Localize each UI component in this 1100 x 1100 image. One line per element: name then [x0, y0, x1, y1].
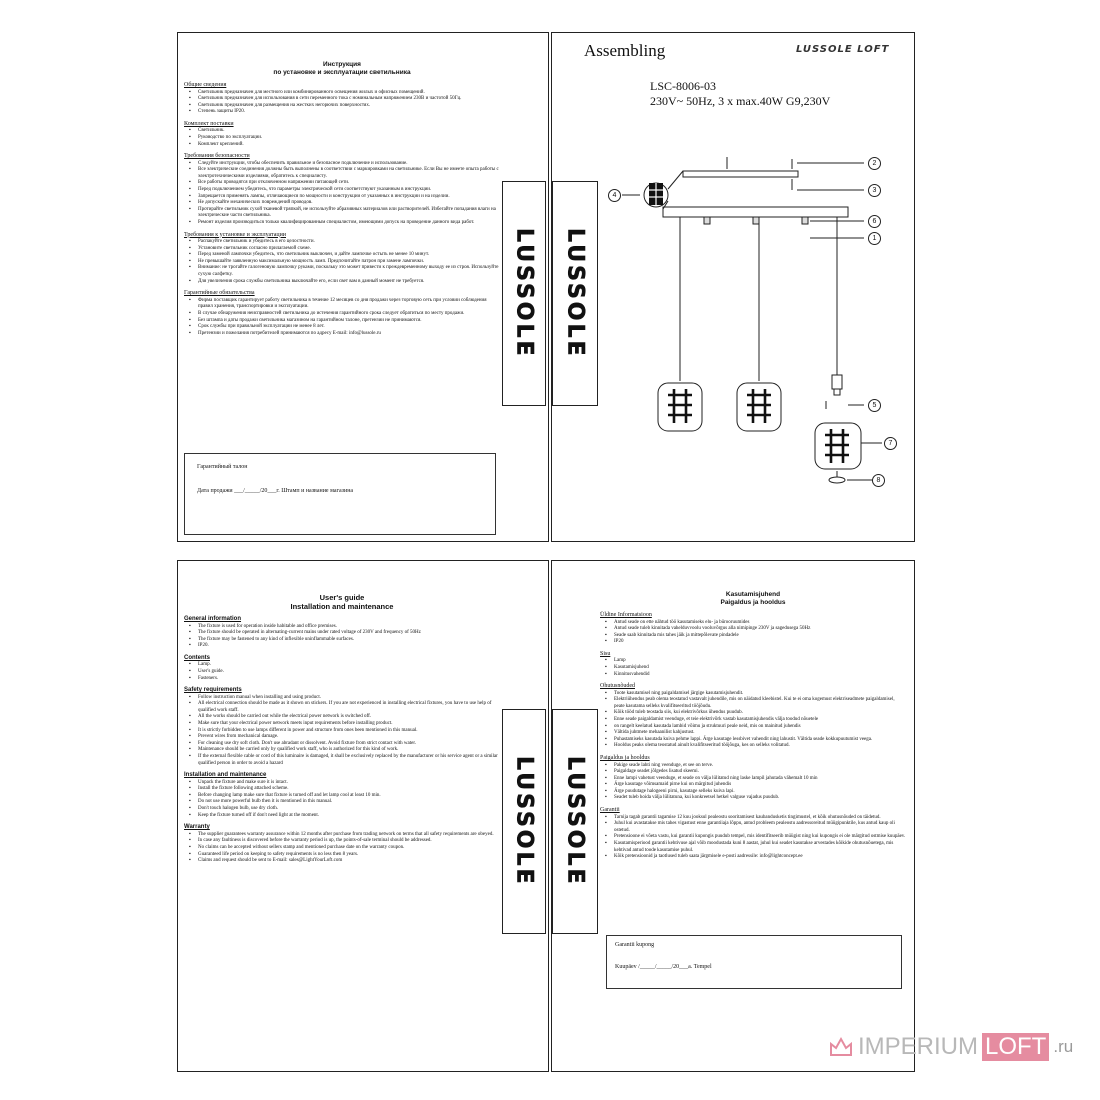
page-assembly [551, 32, 915, 542]
brand-strip: LUSSOLE [502, 181, 546, 406]
list-item: ▪ Prevent wires from mechanical damage. [198, 734, 500, 741]
section-heading: Ohutusnõuded [600, 683, 635, 690]
list-item: ▪ If the external flexible cable or cord of this luminaire is damaged, it shall be exclusively replaced by the manufacturer or his service agent or a similar qualified person in order to avoid a hazard [198, 754, 500, 767]
brand-strip: LUSSOLE [552, 709, 598, 934]
page-instructions-ru [177, 32, 549, 542]
callout-number: 4 [608, 189, 621, 202]
brand-logo: LUSSOLE LOFT [796, 44, 890, 55]
section-list [184, 128, 500, 148]
list-item: ▪ Руководство по эксплуатации. [198, 135, 500, 142]
en-sections [184, 616, 500, 865]
pendant-shade [737, 383, 781, 431]
list-item: ▪ Don't touch halogen bulb, use dry cloth. [198, 806, 500, 813]
canopy-bar [663, 207, 848, 217]
section-list [600, 815, 906, 861]
brand-strip: LUSSOLE [552, 181, 598, 406]
list-item: ▪ Before changing lamp make sure that fixture is turned off and let lamp cool at least 10 min. [198, 793, 500, 800]
list-item: ▪ Vältida juhtmete mehaanilist kahjustust. [614, 730, 906, 737]
section-list [184, 662, 500, 682]
model-number: LSC-8006-03 [650, 79, 716, 93]
list-item: ▪ Ремонт изделия производиться только квалифицированным специалистом, имеющими допуск на проведение данного вида работ. [198, 220, 500, 227]
ceiling-plate [683, 171, 798, 177]
ru-content [184, 61, 500, 337]
list-item: ▪ Tarnija tagab garantii tagamise 12 kuu jooksul pealeostu sooritamisest kaubandusketis tingimustel, et kõik ohutusnõuded on täidetud. [614, 815, 906, 822]
list-item: ▪ Ärge puudutage halogeeni pirni, kasutage selleks kuiva lapi. [614, 789, 906, 796]
list-item: ▪ Enne lampi vahetust veenduge, et seade on välja lülitatud ning laske lampil jahutada vähemalt 10 min [614, 776, 906, 783]
list-item: ▪ Фирма поставщик гарантирует работу светильника в течение 12 месяцев со дня продажи через торговую сеть при условии соблюдения правил хранения, транспортировки и эксплуатации. [198, 298, 500, 311]
list-item: ▪ User's guide. [198, 669, 500, 676]
list-item: ▪ Unpack the fixture and make sure it is intact. [198, 780, 500, 787]
list-item: ▪ The fixture should be operated in alternating-current mains under rated voltage of 230V and frequency of 50Hz [198, 630, 500, 637]
list-item: ▪ Pretensioone ei võeta vastu, kui garantii kupongis puudub tempel, mis identifitseerib müügist ning kui kupongis ei ole märgitud ostmise kuupäev. [614, 834, 906, 841]
list-item: ▪ Перед заменой лампочки убедитесь, что светильник выключен, и дайте лампочке остыть не менее 10 минут. [198, 252, 500, 259]
list-item: ▪ Make sure that your electrical power network meets input requirements before installing product. [198, 721, 500, 728]
list-item: ▪ Elektriühendus peab olema teostatud vastavalt juhendile, mis on näidatud kleebistel. Kui te ei oma kogemust elektriseadmete paigaldamisel, peate kasutama selleks kvalifitseeritud tööjõudu. [614, 697, 906, 710]
ru-warranty-coupon: Гарантийный талон Дата продажи ___/_____/20___г. Штамп и название магазина [184, 453, 496, 535]
list-item: ▪ Претензии и пожелания потребителей принимаются по адресу E-mail: info@lussole.ru [198, 331, 500, 338]
list-item: ▪ Puhastamiseks kasutada kuiva pehme lappi. Ärge kasutage lessbivet vahendit ning lahustit. Vältida seade kokkupuutumist veega. [614, 737, 906, 744]
section-list [184, 832, 500, 865]
list-item: ▪ Lamp [614, 658, 906, 665]
callout-number: 5 [868, 399, 881, 412]
list-item: ▪ IP20. [198, 643, 500, 650]
list-item: ▪ Follow instruction manual when installing and using product. [198, 695, 500, 702]
callout-number: 7 [884, 437, 897, 450]
assembly-title: Assembling [584, 41, 666, 60]
list-item: ▪ Комплект креплений. [198, 142, 500, 149]
watermark: IMPERIUM LOFT .ru [828, 1033, 1073, 1061]
section-heading: Contents [184, 654, 210, 661]
section-heading: Комплект поставки [184, 120, 234, 127]
list-item: ▪ Все работы проводятся при отключенном напряжении питающей сети. [198, 180, 500, 187]
en-title: User's guide Installation and maintenance [290, 593, 394, 611]
list-item: ▪ Toote kasutamisel ning paigaldamisel järgige kasutamisjuhendit. [614, 691, 906, 698]
list-item: ▪ Kasutamisjuhend [614, 665, 906, 672]
section-list [600, 763, 906, 803]
callout-number: 2 [868, 157, 881, 170]
section-heading: Sisu [600, 650, 611, 657]
pendant-shade [658, 383, 702, 431]
et-title: Kasutamisjuhend Paigaldus ja hooldus [720, 591, 786, 606]
ru-title: Инструкция по установке и эксплуатации светильника [273, 61, 411, 76]
section-list [600, 691, 906, 750]
section-list [600, 658, 906, 678]
list-item: ▪ Внимание: не трогайте галогеновую лампочку руками, поскольку это может привести к преждевременному выходу ее из строя. Используйте сухую салфетку. [198, 265, 500, 278]
list-item: ▪ Kõik pretensioonid ja taotlused tuleb saata järgmisele e-posti aadressile: info@lightconcept.ee [614, 854, 906, 861]
section-list [184, 780, 500, 820]
list-item: ▪ Seade saab kinnitada mis tahes jäik ja mittepõlevate pindadele [614, 633, 906, 640]
list-item: ▪ Светильник предназначен для местного или комбинированного освещения жилых и офисных помещений. [198, 90, 500, 97]
section-list [184, 90, 500, 116]
list-item: ▪ Установите светильник согласно прилагаемой схеме. [198, 246, 500, 253]
list-item: ▪ Keep the fixture turned off if don't need light at the moment. [198, 813, 500, 820]
en-content [184, 593, 500, 865]
list-item: ▪ No claims can be accepted without sellers stamp and mentioned purchase date on the warranty coupon. [198, 845, 500, 852]
list-item: ▪ Kasutamisperiood garantii kehtivuse ajal võib moodustada kuni 8 aastat, juhul kui seadet kasutakse arvestades kõikide ohutusnõuetega, mis kehtivad antud toode kasutamise puhul. [614, 841, 906, 854]
callout-number: 3 [868, 184, 881, 197]
section-list [184, 298, 500, 338]
list-item: ▪ Все электрические соединения должны быть выполнены в соответствии с маркировками на светильнике. Если Вы не имеете опыта работы с электротехническими изделиями, обратитесь к специалисту. [198, 167, 500, 180]
list-item: ▪ Antud seade on ette nähtud töö kasutamiseks elu- ja bürooruumides [614, 620, 906, 627]
list-item: ▪ The supplier guarantees warranty assurance within 12 months after purchase from trading network on terms that all safety requirements are obeyed. [198, 832, 500, 839]
list-item: ▪ Juhul kui avastatakse mis tahes vigastust enne garantiiaja lõppu, antud probleem pealeostu aadressoreitud müügipunktile, kus antud kaup oli ostetud. [614, 821, 906, 834]
list-item: ▪ Не превышайте заявленную максимальную мощность ламп. Предпочитайте патрон при замене лампочки. [198, 259, 500, 266]
lamp-socket [832, 375, 842, 389]
brand-strip: LUSSOLE [502, 709, 546, 934]
list-item: ▪ В случае обнаружения неисправностей светильника до истечения гарантийного срока следует обратиться по месту продажи. [198, 311, 500, 318]
list-item: ▪ Светильник предназначен для использования в сети переменного тока с номинальным напряжением 230В и частотой 50Гц. [198, 96, 500, 103]
list-item: ▪ Запрещается применять лампы, отличающиеся по мощности и конструкции от указанных в инструкции и на изделии. [198, 194, 500, 201]
crown-logo-icon [828, 1035, 854, 1059]
list-item: ▪ Seadet tuleb hoida välja lülitatuna, kui konkreetsel hetkel valguse vajadus puudub. [614, 795, 906, 802]
section-list [184, 695, 500, 768]
list-item: ▪ Срок службы при правильной эксплуатации не менее 8 лет. [198, 324, 500, 331]
section-heading: Garantii [600, 807, 620, 814]
list-item: ▪ All the works should be carried out while the electrical power network is switched off. [198, 714, 500, 721]
list-item: ▪ on rangelt keelatud kasutada lambid võimu ja struktuuri peale neid, mis on mainitud juhendis [614, 724, 906, 731]
list-item: ▪ Светильник предназначен для размещения на жестких негорючих поверхностях. [198, 103, 500, 110]
list-item: ▪ Светильник. [198, 128, 500, 135]
list-item: ▪ Распакуйте светильник и убедитесь в его целостности. [198, 239, 500, 246]
ru-sections [184, 82, 500, 337]
callout-number: 6 [868, 215, 881, 228]
list-item: ▪ Hooldus peaks olema teostatud ainult kvalifitseeritud tööjõuga, kes on selleks volitatud. [614, 743, 906, 750]
list-item: ▪ Install the fixture following attached scheme. [198, 786, 500, 793]
list-item: ▪ Следуйте инструкции, чтобы обеспечить правильное и безопасное подключение и использование. [198, 161, 500, 168]
section-heading: General information [184, 616, 242, 622]
et-sections [600, 612, 906, 861]
section-heading: Общие сведения [184, 82, 227, 88]
callout-number: 1 [868, 232, 881, 245]
list-item: ▪ For cleaning use dry soft cloth. Don't use abradant or dissolvent. Avoid fixture from strict contact with water. [198, 741, 500, 748]
list-item: ▪ Перед подключением убедитесь, что параметры электрической сети соответствуют указанным в инструкции. [198, 187, 500, 194]
page-users-guide-en [177, 560, 549, 1072]
list-item: ▪ Kõik tööd tuleb teostada siis, kui elektrivõrkus ühendus puudub. [614, 710, 906, 717]
list-item: ▪ Lamp. [198, 662, 500, 669]
section-list [184, 624, 500, 650]
list-item: ▪ All electrical connection should be made as it shown on stickers. If you are not experienced in installing electrical fixtures, you have to use help of qualified work staff. [198, 701, 500, 714]
list-item: ▪ Maintenance should be carried only by qualified work staff, who is authorized for this kind of work. [198, 747, 500, 754]
list-item: ▪ The fixture may be fastened to any kind of inflexible uninflammable surfaces. [198, 637, 500, 644]
section-heading: Paigaldus ja hooldus [600, 755, 650, 761]
page-kasutamisjuhend-et [551, 560, 915, 1072]
list-item: ▪ Для увеличения срока службы светильника выключайте его, если свет вам в данный момент не требуется. [198, 279, 500, 286]
list-item: ▪ IP20 [614, 639, 906, 646]
section-heading: Üldine Informatsioon [600, 612, 652, 618]
list-item: ▪ Antud seade tuleb kinnitada vahelduvvoolu vooluvõrgus alla nimipinge 230V ja sagedusega 50Hz [614, 626, 906, 633]
section-heading: Требования безопасности [184, 153, 250, 160]
list-item: ▪ Не допускайте механических повреждений проводов. [198, 200, 500, 207]
et-warranty-coupon: Garantii kupong Kuupäev /_____/_____/20___a. Tempel [606, 935, 902, 989]
list-item: ▪ Kinnitusvahendid [614, 672, 906, 679]
section-list [184, 161, 500, 227]
model-spec: 230V~ 50Hz, 3 x max.40W G9,230V [650, 94, 831, 108]
list-item: ▪ Do not use more powerful bulb then it is mentioned in this manual. [198, 799, 500, 806]
section-heading: Требования к установке и эксплуатации [184, 231, 286, 238]
section-heading: Installation and maintenance [184, 772, 267, 779]
list-item: ▪ It is strictly forbidden to use lamps different in power and structure from ones been mentioned in this manual. [198, 728, 500, 735]
assembly-diagram [552, 33, 914, 541]
list-item: ▪ Степень защиты IP20. [198, 109, 500, 116]
list-item: ▪ Guaranteed life period on keeping to safety requirements is no less then 8 years. [198, 852, 500, 859]
list-item: ▪ Ärge kasutage võimsamaid pirne kui on märgitud juhendis [614, 782, 906, 789]
section-list [600, 620, 906, 646]
list-item: ▪ Протирайте светильник сухой тканевой тряпкой, не используйте абразивных материалов или растворителей. Избегайте попадания влаги на электрические части светильника. [198, 207, 500, 220]
list-item: ▪ The fixture is used for operation inside habitable and office premises. [198, 624, 500, 631]
et-content [600, 591, 906, 861]
section-heading: Гарантийные обязательства [184, 290, 255, 297]
section-heading: Warranty [184, 824, 210, 831]
list-item: ▪ Pakige seade lahti ning veenduge, et see on terve. [614, 763, 906, 770]
section-list [184, 239, 500, 285]
list-item: ▪ Claims and request should be sent to E-mail: sales@LightYourLoft.com [198, 858, 500, 865]
list-item: ▪ Paigaldage seadet jõlgedes lisatud skeemi. [614, 769, 906, 776]
list-item: ▪ In case any faultiness is discovered before the warranty period is up, the points-of-sale terminal should be addressed. [198, 838, 500, 845]
section-heading: Safety requirements [184, 687, 242, 694]
callout-number: 8 [872, 474, 885, 487]
list-item: ▪ Enne seade paigaldamist veenduge, et teie elektrivõrk vastab kasutamisjuhendis välja toodud nõuetele [614, 717, 906, 724]
list-item: ▪ Без штампа и даты продажи светильника магазином на гарантийном талоне, претензии не принимаются. [198, 318, 500, 325]
list-item: ▪ Fasteners. [198, 676, 500, 683]
